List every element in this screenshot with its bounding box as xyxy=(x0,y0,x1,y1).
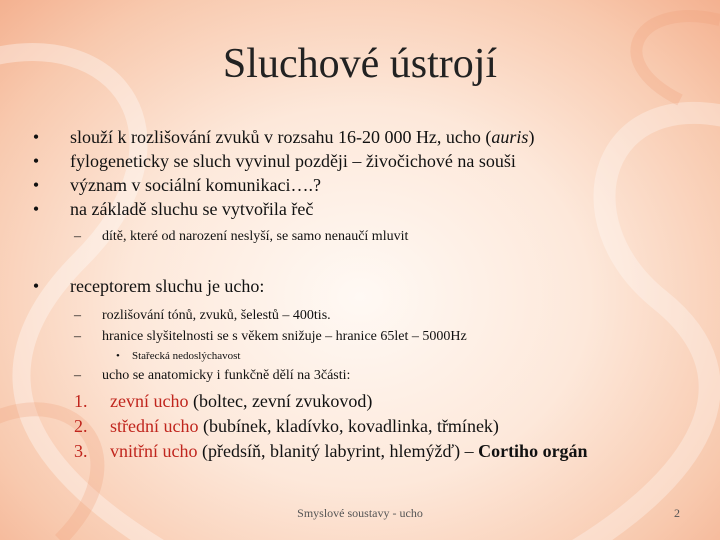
bullet-latin-term: auris xyxy=(491,127,529,147)
subsub-bullet-text: Stařecká nedoslýchavost xyxy=(132,350,241,362)
sub-bullet-text: rozlišování tónů, zvuků, šelestů – 400tis. xyxy=(102,308,331,323)
sub-bullet-deaf-child xyxy=(30,227,690,246)
item-number: 2. xyxy=(74,416,88,436)
bullet-text: fylogeneticky se sluch vyvinul později – živočichové na souši xyxy=(70,151,516,171)
dash-marker: – xyxy=(74,229,81,244)
sub-bullet-tones xyxy=(30,306,690,325)
item-number: 1. xyxy=(74,391,88,411)
item-term: zevní ucho xyxy=(110,391,189,411)
bullet-marker: • xyxy=(32,127,40,147)
bullet-phylogeny xyxy=(30,149,690,173)
sub-bullet-hearing-limit xyxy=(30,327,690,346)
sub-bullet-three-parts xyxy=(30,366,690,385)
bullet-hearing-range xyxy=(30,125,690,149)
sub-bullet-text: dítě, které od narození neslyší, se samo nenaučí mluvit xyxy=(102,229,409,244)
item-term: střední ucho xyxy=(110,416,199,436)
item-detail: (boltec, zevní zvukovod) xyxy=(188,391,373,411)
bullet-text-end: ) xyxy=(528,127,535,147)
item-term: vnitřní ucho xyxy=(110,441,198,461)
item-detail: (bubínek, kladívko, kovadlinka, třmínek) xyxy=(198,416,499,436)
numbered-item-middle-ear xyxy=(30,414,690,439)
slide-footer: Smyslové soustavy - ucho xyxy=(297,506,423,520)
bullet-text: receptorem sluchu je ucho: xyxy=(70,276,265,296)
slide-content xyxy=(30,125,690,464)
item-emphasis: Cortiho orgán xyxy=(478,441,588,461)
sub-bullet-text: hranice slyšitelnosti se s věkem snižuje – hranice 65let – 5000Hz xyxy=(102,329,467,344)
bullet-social xyxy=(30,173,690,197)
bullet-marker: • xyxy=(32,151,40,171)
bullet-receptor xyxy=(30,274,690,298)
bullet-marker: • xyxy=(116,350,120,362)
bullet-marker: • xyxy=(32,175,40,195)
sub-bullet-text: ucho se anatomicky i funkčně dělí na 3části: xyxy=(102,368,351,383)
item-detail: (předsíň, blanitý labyrint, hlemýžď) – xyxy=(197,441,479,461)
bullet-text: slouží k rozlišování zvuků v rozsahu 16-20 000 Hz, ucho ( xyxy=(70,127,492,147)
subsub-bullet-presbycusis xyxy=(30,348,690,364)
bullet-text: na základě sluchu se vytvořila řeč xyxy=(70,199,314,219)
dash-marker: – xyxy=(74,368,81,383)
bullet-marker: • xyxy=(32,276,40,296)
slide-title: Sluchové ústrojí xyxy=(222,41,498,87)
numbered-item-outer-ear xyxy=(30,389,690,414)
dash-marker: – xyxy=(74,329,81,344)
page-number: 2 xyxy=(674,506,680,520)
bullet-text: význam v sociální komunikaci….? xyxy=(70,175,321,195)
bullet-speech xyxy=(30,197,690,221)
dash-marker: – xyxy=(74,308,81,323)
bullet-marker: • xyxy=(32,199,40,219)
item-number: 3. xyxy=(74,441,88,461)
numbered-item-inner-ear xyxy=(30,439,690,464)
